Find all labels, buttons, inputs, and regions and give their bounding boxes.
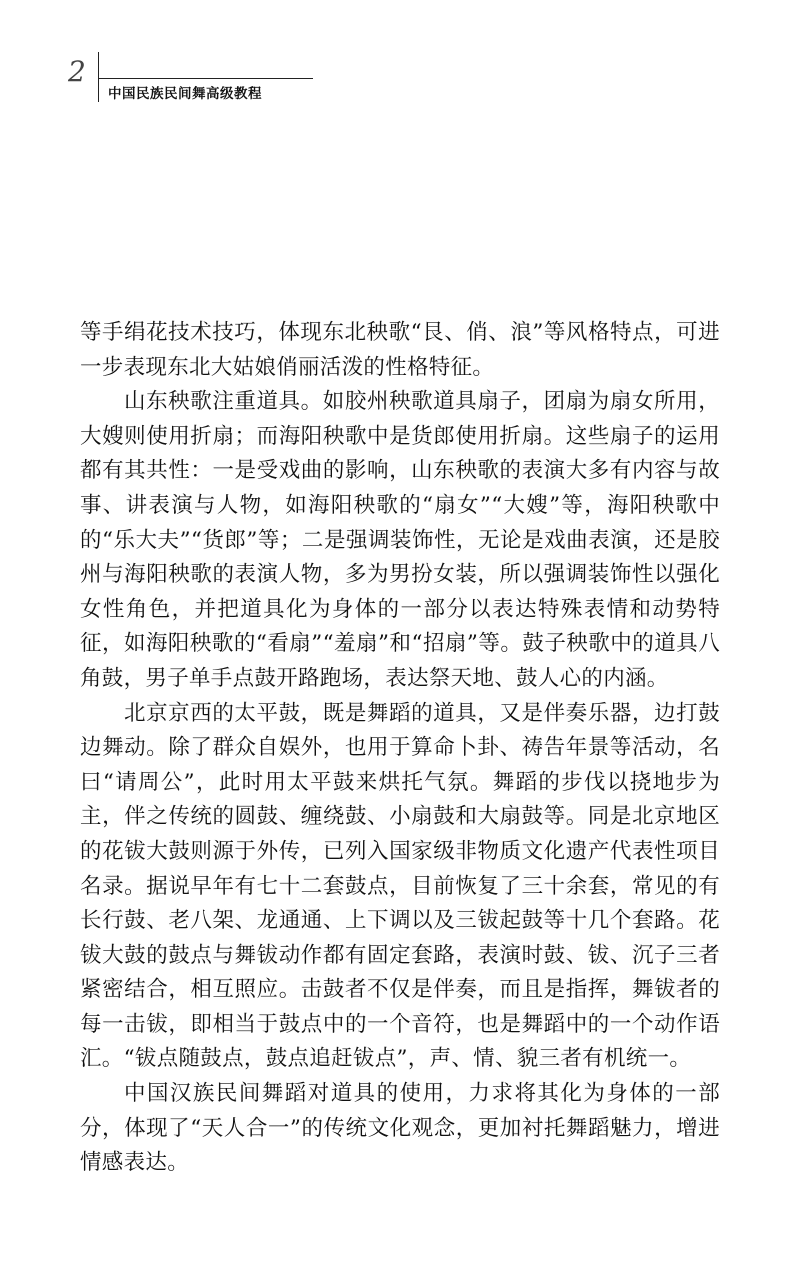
header-vertical-rule [98,52,99,102]
paragraph-1: 等手绢花技术技巧，体现东北秧歌“艮、俏、浪”等风格特点，可进一步表现东北大姑娘俏丽活泼的性格特征。 [80,320,720,380]
header-horizontal-rule [98,78,313,79]
paragraph-2: 山东秧歌注重道具。如胶州秧歌道具扇子，团扇为扇女所用，大嫂则使用折扇；而海阳秧歌中是货郎使用折扇。这些扇子的运用都有其共性：一是受戏曲的影响，山东秧歌的表演大多有内容与故事、讲表演与人物，如海阳秧歌的“扇女”“大嫂”等，海阳秧歌中的“乐大夫”“货郎”等；二是强调装饰性，无论是戏曲表演，还是胶州与海阳秧歌的表演人物，多为男扮女装，所以强调装饰性以强化女性角色，并把道具化为身体的一部分以表达特殊表情和动势特征，如海阳秧歌的“看扇”“羞扇”和“招扇”等。鼓子秧歌中的道具八角鼓，男子单手点鼓开路跑场，表达祭天地、鼓人心的内涵。 [80,389,720,691]
body-text [80,316,720,1181]
page-number: 2 [68,55,86,88]
paragraph-4: 中国汉族民间舞蹈对道具的使用，力求将其化为身体的一部分，体现了“天人合一”的传统文化观念，更加衬托舞蹈魅力，增进情感表达。 [80,1081,720,1176]
running-title: 中国民族民间舞高级教程 [108,86,262,102]
paragraph-3: 北京京西的太平鼓，既是舞蹈的道具，又是伴奏乐器，边打鼓边舞动。除了群众自娱外，也用于算命卜卦、祷告年景等活动，名曰“请周公”，此时用太平鼓来烘托气氛。舞蹈的步伐以挠地步为主，伴之传统的圆鼓、缠绕鼓、小扇鼓和大扇鼓等。同是北京地区的花钹大鼓则源于外传，已列入国家级非物质文化遗产代表性项目名录。据说早年有七十二套鼓点，目前恢复了三十余套，常见的有长行鼓、老八架、龙通通、上下调以及三钹起鼓等十几个套路。花钹大鼓的鼓点与舞钹动作都有固定套路，表演时鼓、钹、沉子三者紧密结合，相互照应。击鼓者不仅是伴奏，而且是指挥，舞钹者的每一击钹，即相当于鼓点中的一个音符，也是舞蹈中的一个动作语汇。“钹点随鼓点，鼓点追赶钹点”，声、情、貌三者有机统一。 [80,700,720,1072]
